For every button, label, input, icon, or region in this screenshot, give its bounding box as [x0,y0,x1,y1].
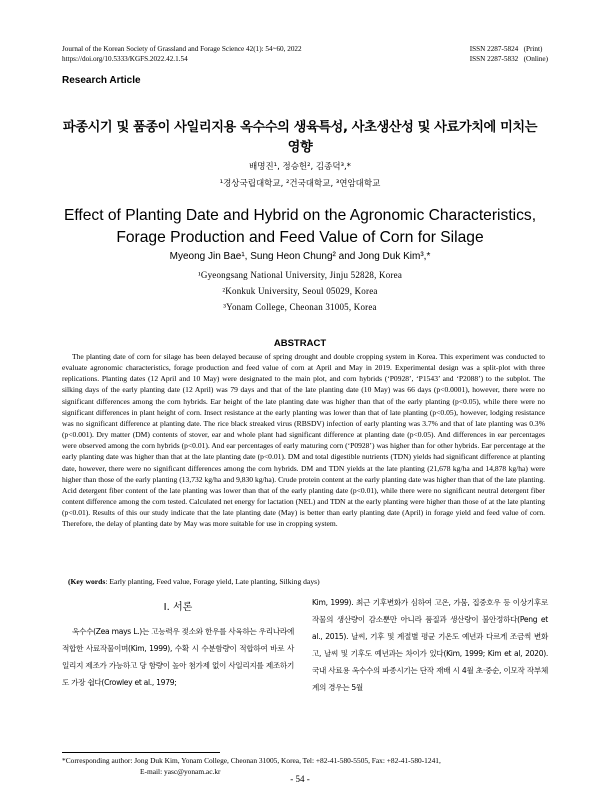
issn-block [470,44,548,64]
footnote-divider [62,752,220,753]
journal-header [62,44,302,64]
korean-title: 파종시기 및 품종이 사일리지용 옥수수의 생육특성, 사초생산성 및 사료가치에 미치는 영향 [62,120,538,155]
left-column [62,593,294,691]
keywords-list: : Early planting, Feed value, Forage yield, Late planting, Silking days) [105,577,320,586]
intro-paragraph-right: Kim, 1999). 최근 기후변화가 심하여 고온, 가뭄, 집중호우 등 이상기후로 작물의 생산량이 감소뿐만 아니라 품질과 생산량이 불안정하다(Peng et al., 2015). 날씨, 기후 및 계절별 평균 기온도 예년과 다르게 조금씩 변화고, 날씨 및 기후도 예년과는 차이가 있다(Kim, 1999; Kim et al, 2020). 국내 사료용 옥수수의 파종시기는 단작 재배 시 4월 초·중순, 이모작 작부체계의 경우는 5월 [312,598,548,692]
affiliation-2: ²Konkuk University, Seoul 05029, Korea [222,286,378,296]
issn-online: ISSN 2287-5832 (Online) [469,55,548,63]
right-column [312,594,548,696]
korean-authors: 배명진¹, 정승헌², 김종덕³,* [249,162,351,172]
keywords-label: (Key words [68,577,106,586]
abstract-heading: ABSTRACT [273,338,327,349]
issn-print: ISSN 2287-5824 (Print) [469,45,543,53]
english-authors: Myeong Jin Bae¹, Sung Heon Chung² and Jong Duk Kim³,* [169,251,431,262]
intro-paragraph-left: 옥수수(Zea mays L.)는 고능력우 젖소와 한우를 사육하는 우리나라에 적합한 사료작물이며(Kim, 1999), 수확 시 수분함량이 적합하여 바로 사일리지 제조가 가능하고 당 함량이 높아 첨가제 없이 사일리지를 제조하기도 가장 쉽다(Crowley et al., 1979; [62,627,294,687]
doi-link[interactable]: https://doi.org/10.5333/KGFS.2022.42.1.54 [62,55,188,63]
keywords [62,577,544,586]
page-number: - 54 - [290,774,310,784]
english-title: Effect of Planting Date and Hybrid on the Agronomic Characteristics, Forage Production and Feed Value of Corn for Silage [63,207,537,246]
affiliation-1: ¹Gyeongsang National University, Jinju 52828, Korea [197,270,403,280]
article-type: Research Article [62,75,141,86]
corresponding-email[interactable]: E-mail: yasc@yonam.ac.kr [140,766,221,776]
journal-citation: Journal of the Korean Society of Grassland and Forage Science 42(1): 54~60, 2022 [62,45,302,53]
korean-affiliations: ¹경상국립대학교, ²건국대학교, ³연암대학교 [219,179,381,189]
abstract-text: The planting date of corn for silage has been delayed because of spring drought and double cropping system in Korea. This experiment was conducted to evaluate agronomic characteristics, forage production and feed value of corn at April and May in 2019. Experimental design was a split-plot with three replications. Planting dates (12 April and 10 May) were designated to the main plot, and corn hybrids (‘P0928’, ‘P1543’ and ‘P2088’) to the subplot. The silking days of the early planting date (12 April) was 79 days and that of the late planting date (10 May) was 66 days (p<0.0001), however, there were no significant differences among the corn hybrids. Ear height of the late planting date was higher than that of the early planting (p<0.05), while there were no significant differences in plant height of corn. Insect resistance at the early planting was lower than that of late planting (p<0.05), however, lodging resistance was no significant difference at planting date. The rice black streaked virus (RBSDV) infection of early planting was 3.7% and that of late planting was 0.3% (p<0.001). Dry matter (DM) contents of stover, ear and whole plant had significant difference at planting date (p<0.05). And differences in ear percentages were observed among the corn hybrids (p<0.01). And ear percentages of early maturing corn (‘P0928’) was higher than for other hybrids. Ear percentage at the early planting date was higher than that at the late planting date (p<0.01). DM and total digestible nutrients (TDN) yields had significant difference at planting date, however, there were no significant differences among the corn hybrids. DM and TDN yields at the late planting (21,678 kg/ha and 14,878 kg/ha) were higher than those of the early planting (13,732 kg/ha and 9,830 kg/ha). Crude protein content at the early planting date was higher than that of the late planting. Acid detergent fiber content of the late planting was lower than that of the early planting date (p<0.01), while there were no significant neutral detergent fiber content difference among the corn tested. Calculated net energy for lactation (NEL) and TDN at the early planting were higher than those of at the late planting (p<0.01). Results of this our study indicate that the late planting date (May) is better than early planting date (April) in forage yield and feed value of corn. Therefore, the delay of planting date by May was more suitable for use in cropping system. [62,352,545,529]
corresponding-author: *Corresponding author: Jong Duk Kim, Yonam College, Cheonan 31005, Korea, Tel: +82-41-580-5505, Fax: +82-41-580-1241, [62,756,441,765]
affiliation-3: ³Yonam College, Cheonan 31005, Korea [223,302,377,312]
section-heading: Ⅰ. 서론 [163,602,193,613]
